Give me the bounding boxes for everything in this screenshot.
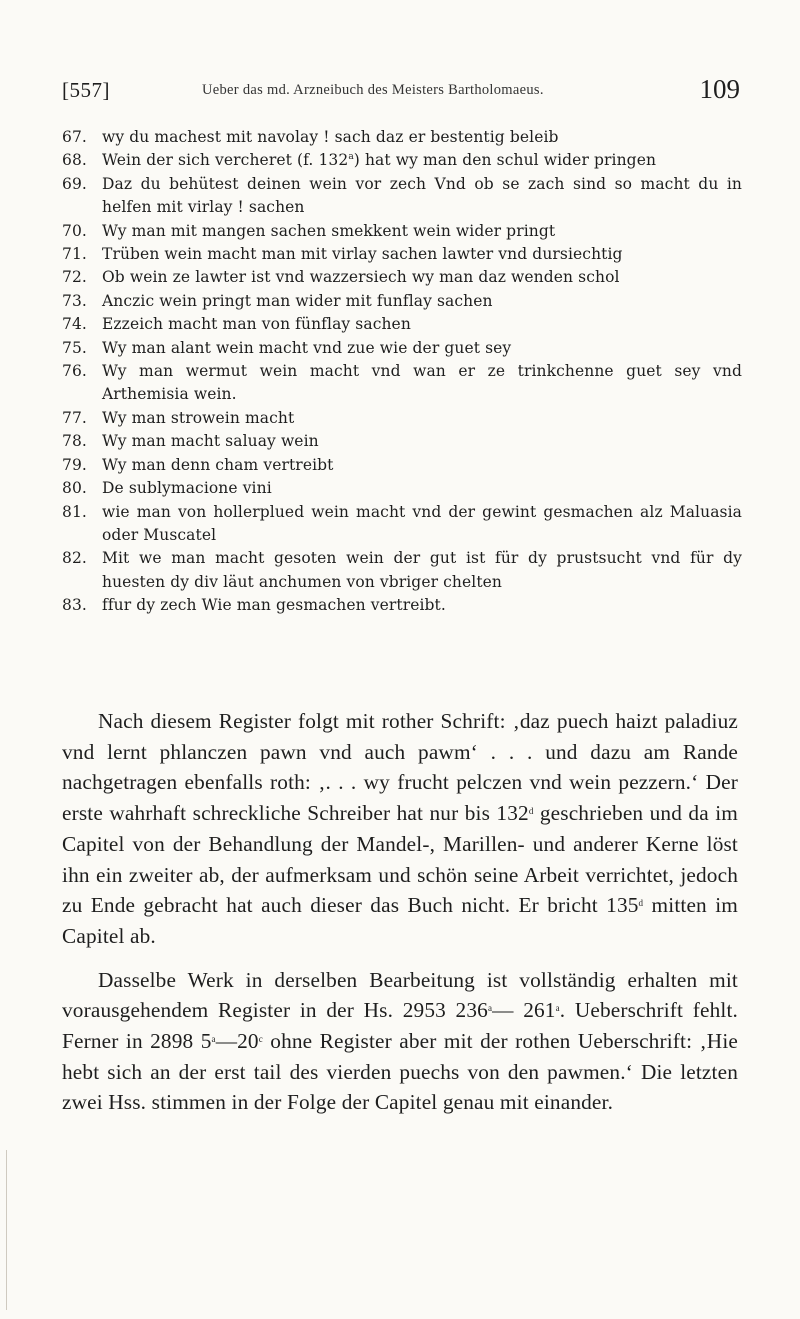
entry-text bbox=[102, 126, 742, 149]
register-entry bbox=[62, 243, 742, 266]
register-entry bbox=[62, 430, 742, 453]
register-entry bbox=[62, 266, 742, 289]
entry-text bbox=[102, 477, 742, 500]
entry-text bbox=[102, 501, 742, 548]
running-header bbox=[62, 72, 740, 112]
text-run: De sublymacione vini bbox=[102, 479, 272, 498]
entry-number: 79. bbox=[62, 455, 87, 474]
entry-number: 78. bbox=[62, 432, 87, 451]
text-run: Dasselbe Werk in derselben Bearbeitung ist vollständig erhalten mit vorausgehendem Register in der Hs. 2953 236 bbox=[62, 967, 738, 1023]
superscript: c bbox=[258, 1034, 263, 1045]
text-run: Anczic wein pringt man wider mit funflay sachen bbox=[102, 291, 493, 310]
text-run: mitten im Capitel ab. bbox=[62, 893, 738, 948]
page-number: 109 bbox=[699, 74, 740, 104]
register-entry bbox=[62, 501, 742, 548]
paragraph bbox=[62, 706, 738, 952]
register-entry bbox=[62, 407, 742, 430]
entry-number: 75. bbox=[62, 338, 87, 357]
text-run: Wy man denn cham vertreibt bbox=[102, 455, 334, 474]
entry-number: 74. bbox=[62, 315, 87, 334]
entry-text bbox=[102, 290, 742, 313]
entry-number: 83. bbox=[62, 596, 87, 615]
register-entry bbox=[62, 337, 742, 360]
entry-text bbox=[102, 337, 742, 360]
superscript: a bbox=[348, 152, 354, 163]
register-entry bbox=[62, 313, 742, 336]
text-run: Ob wein ze lawter ist vnd wazzersiech wy man daz wenden schol bbox=[102, 268, 620, 287]
entry-text bbox=[102, 430, 742, 453]
body-text bbox=[62, 706, 738, 1131]
text-run: Mit we man macht gesoten wein der gut ist für dy prustsucht vnd für dy huesten dy div läut anchumen von vbriger chelten bbox=[102, 549, 742, 591]
page-reference: [557] bbox=[62, 78, 110, 102]
register-entry bbox=[62, 220, 742, 243]
entry-number: 68. bbox=[62, 151, 87, 170]
text-run: Wein der sich vercheret (f. 132 bbox=[102, 151, 349, 170]
register-list bbox=[62, 126, 742, 618]
margin-mark bbox=[6, 1150, 7, 1310]
entry-number: 69. bbox=[62, 174, 87, 193]
register-entry bbox=[62, 149, 742, 172]
entry-number: 71. bbox=[62, 245, 87, 264]
entry-text bbox=[102, 313, 742, 336]
text-run: Ezzeich macht man von fünflay sachen bbox=[102, 315, 411, 334]
text-run: — 261 bbox=[492, 998, 556, 1023]
register-entry bbox=[62, 594, 742, 617]
entry-text bbox=[102, 220, 742, 243]
entry-text bbox=[102, 173, 742, 220]
text-run: Nach diesem Register folgt mit rother Schrift: ‚daz puech haizt paladiuz vnd lernt phlanczen pawn vnd auch pawm‘ . . . und dazu am Rande nachgetragen ebenfalls roth: ‚. . . wy frucht pelczen vnd wein pezzern.‘ Der erste wahrhaft schreckliche Schreiber hat nur bis 132 bbox=[62, 709, 738, 826]
entry-text bbox=[102, 149, 742, 172]
register-entry bbox=[62, 290, 742, 313]
running-title: Ueber das md. Arzneibuch des Meisters Bartholomaeus. bbox=[202, 82, 544, 98]
superscript: d bbox=[528, 806, 534, 817]
text-run: geschrieben und da im Capitel von der Behandlung der Mandel-, Marillen- und anderer Kerne löst ihn ein zweiter ab, der aufmerksam und schön seine Arbeit verrichtet, jedoch zu Ende gebracht hat auch dieser das Buch nicht. Er bricht 135 bbox=[62, 801, 738, 918]
text-run: wy du machest mit navolay ! sach daz er bestentig beleib bbox=[102, 128, 559, 146]
register-entry bbox=[62, 477, 742, 500]
text-run: wie man von hollerplued wein macht vnd der gewint gesmachen alz Maluasia oder Muscatel bbox=[102, 502, 742, 544]
entry-text bbox=[102, 360, 742, 407]
text-run: Trüben wein macht man mit virlay sachen lawter vnd dursiechtig bbox=[102, 245, 623, 264]
entry-text bbox=[102, 454, 742, 477]
entry-number: 67. bbox=[62, 128, 87, 146]
entry-text bbox=[102, 547, 742, 594]
entry-text bbox=[102, 407, 742, 430]
register-entry bbox=[62, 126, 742, 149]
entry-text bbox=[102, 594, 742, 617]
text-run: ffur dy zech Wie man gesmachen vertreibt. bbox=[102, 596, 446, 615]
superscript: a bbox=[211, 1034, 216, 1045]
entry-number: 70. bbox=[62, 221, 87, 240]
register-entry bbox=[62, 360, 742, 407]
text-run: ) hat wy man den schul wider pringen bbox=[353, 151, 657, 170]
entry-number: 80. bbox=[62, 479, 87, 498]
text-run: Daz du behütest deinen wein vor zech Vnd ob se zach sind so macht du in helfen mit virlay ! sachen bbox=[102, 174, 742, 217]
register-entry bbox=[62, 454, 742, 477]
superscript: d bbox=[638, 898, 644, 909]
register-entry bbox=[62, 547, 742, 594]
text-run: —20 bbox=[215, 1029, 259, 1054]
paragraph bbox=[62, 965, 738, 1119]
text-run: Wy man alant wein macht vnd zue wie der guet sey bbox=[102, 338, 512, 357]
entry-number: 73. bbox=[62, 291, 87, 310]
entry-number: 77. bbox=[62, 408, 87, 427]
text-run: ohne Register aber mit der rothen Ueberschrift: ‚Hie hebt sich an der erst tail des vierden puechs von den pawmen.‘ Die letzten zwei Hss. stimmen in der Folge der Capitel genau mit einander. bbox=[62, 1029, 739, 1115]
superscript: a bbox=[555, 1003, 560, 1014]
superscript: a bbox=[487, 1003, 493, 1014]
entry-number: 81. bbox=[62, 502, 87, 521]
entry-text bbox=[102, 266, 742, 289]
register-entry bbox=[62, 173, 742, 220]
text-run: Wy man wermut wein macht vnd wan er ze trinkchenne guet sey vnd Arthemisia wein. bbox=[102, 362, 742, 404]
entry-number: 76. bbox=[62, 362, 87, 381]
text-run: Wy man mit mangen sachen smekkent wein wider pringt bbox=[102, 221, 556, 240]
entry-text bbox=[102, 243, 742, 266]
entry-number: 82. bbox=[62, 549, 87, 568]
text-run: Wy man strowein macht bbox=[102, 408, 295, 427]
text-run: Wy man macht saluay wein bbox=[102, 432, 319, 451]
entry-number: 72. bbox=[62, 268, 87, 287]
text-run: . Ueberschrift fehlt. Ferner in 2898 5 bbox=[62, 998, 738, 1054]
